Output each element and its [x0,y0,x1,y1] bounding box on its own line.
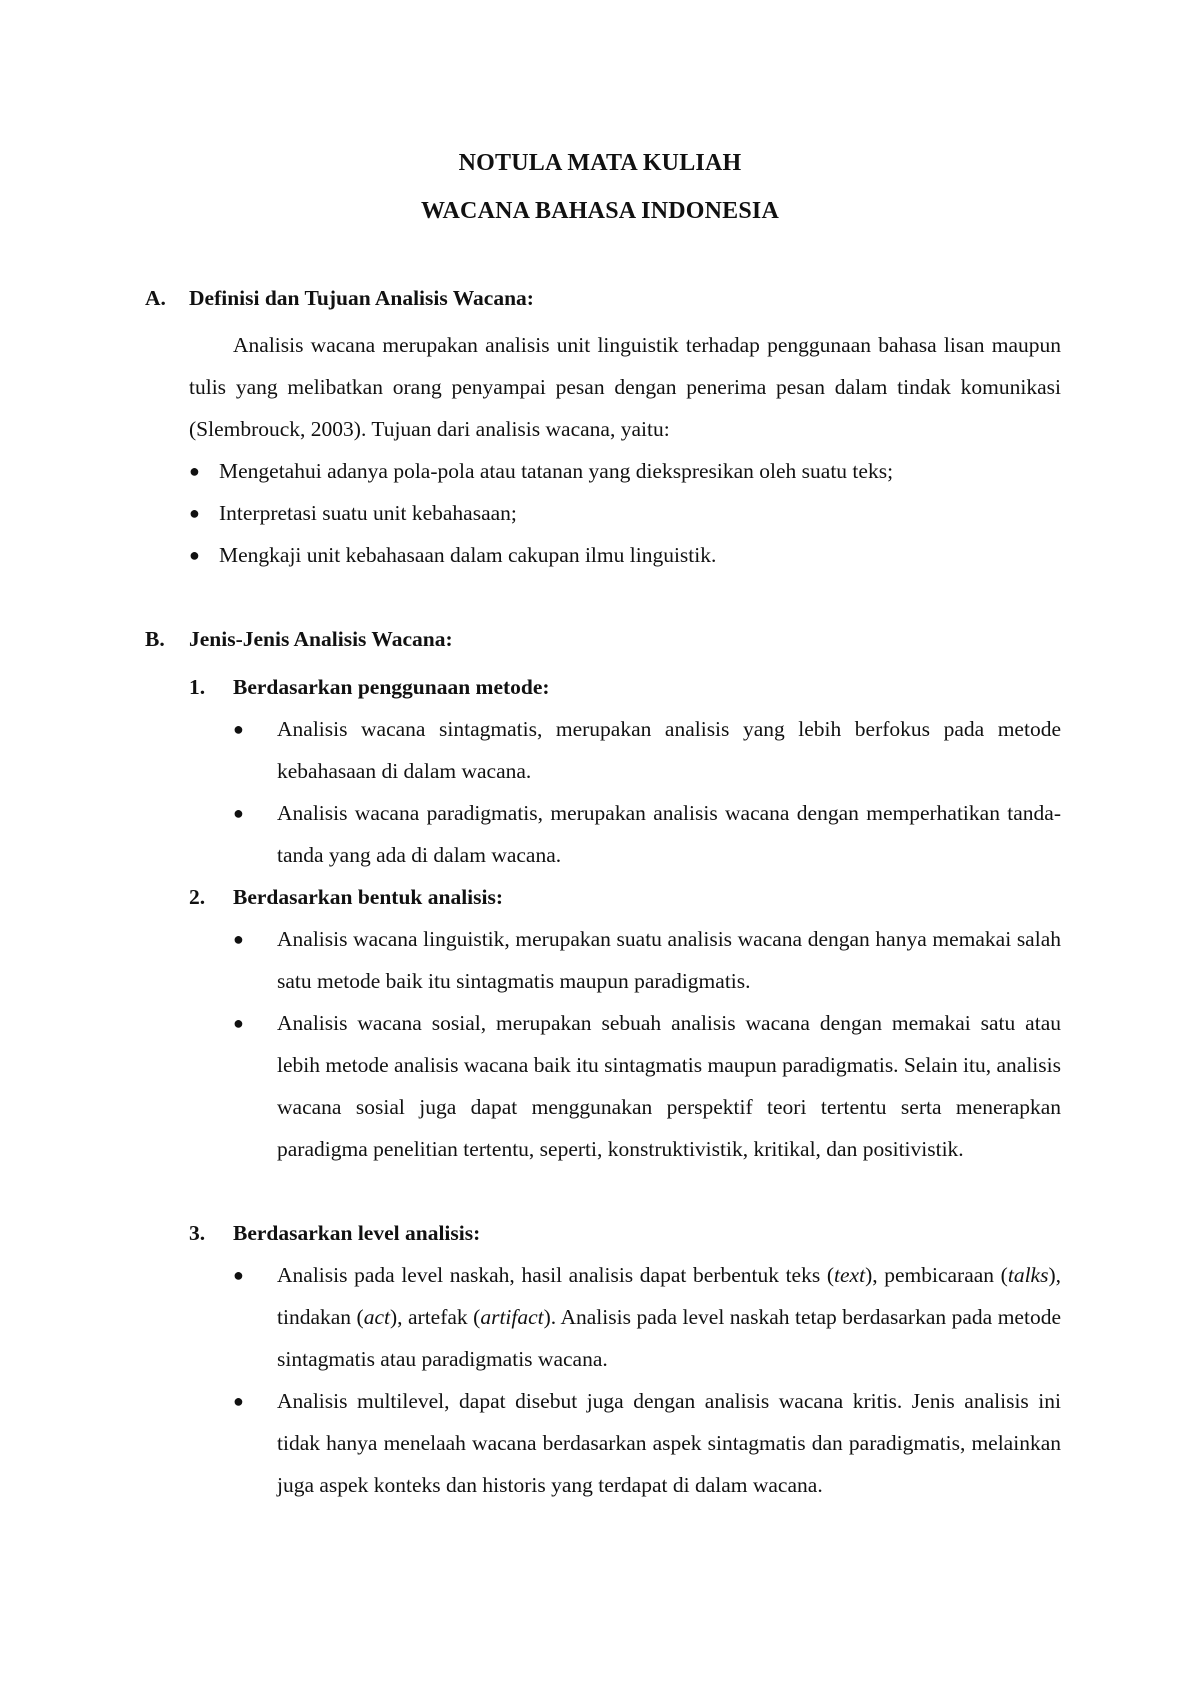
list-item-text: Analisis wacana linguistik, merupakan suatu analisis wacana dengan hanya memakai salah satu metode baik itu sintagmatis maupun paradigmatis. [277,927,1061,993]
italic-term: act [363,1305,390,1329]
list-item [233,918,1061,1002]
document-title-line1: NOTULA MATA KULIAH [458,150,742,176]
list-item [233,1380,1061,1506]
bullet-icon: ● [189,503,200,523]
subsection-1-heading [189,666,550,708]
list-item-text: Interpretasi suatu unit kebahasaan; [219,501,517,525]
subsection-title: Berdasarkan penggunaan metode: [233,675,550,699]
section-a-letter: A. [145,286,166,310]
bullet-icon: ● [233,1013,244,1033]
list-item [233,1254,1061,1380]
section-b-letter: B. [145,627,165,651]
italic-term: artifact [480,1305,544,1329]
text-segment: ), artefak ( [389,1305,481,1329]
list-item-text: Analisis wacana sosial, merupakan sebuah analisis wacana dengan memakai satu atau lebih metode analisis wacana baik itu sintagmatis maupun paradigmatis. Selain itu, analisis wacana sosial juga dapat menggunakan perspektif teori tertentu serta menerapkan paradigma penelitian tertentu, seperti, konstruktivistik, kritikal, dan positivistik. [277,1011,1061,1161]
list-item [233,792,1061,876]
list-item-text: Mengkaji unit kebahasaan dalam cakupan ilmu linguistik. [219,543,717,567]
italic-term: text [834,1263,866,1287]
bullet-icon: ● [233,929,244,949]
subsection-number: 3. [189,1221,206,1245]
list-item-text: Analisis wacana sintagmatis, merupakan analisis yang lebih berfokus pada metode kebahasaan di dalam wacana. [277,717,1061,783]
bullet-icon: ● [189,545,200,565]
subsection-title: Berdasarkan bentuk analisis: [233,885,504,909]
list-item [233,708,1061,792]
bullet-icon: ● [233,1391,244,1411]
section-b-heading [145,627,453,652]
bullet-icon: ● [233,803,244,823]
bullet-icon: ● [233,719,244,739]
list-item-text: Mengetahui adanya pola-pola atau tatanan yang diekspresikan oleh suatu teks; [219,459,894,483]
list-item-text: Analisis wacana paradigmatis, merupakan analisis wacana dengan memperhatikan tanda-tanda yang ada di dalam wacana. [277,801,1061,867]
text-segment: ), pembicaraan ( [865,1263,1008,1287]
subsection-title: Berdasarkan level analisis: [233,1221,481,1245]
subsection-number: 2. [189,885,206,909]
section-a-paragraph: Analisis wacana merupakan analisis unit linguistik terhadap penggunaan bahasa lisan maupun tulis yang melibatkan orang penyampai pesan dengan penerima pesan dalam tindak komunikasi (Slembrouck, 2003). Tujuan dari analisis wacana, yaitu: [189,333,1061,441]
list-item [233,1002,1061,1170]
subsection-2-heading [189,876,503,918]
list-item-text [277,1254,1061,1380]
italic-term: talks [1007,1263,1049,1287]
bullet-icon: ● [189,461,200,481]
list-item-text: Analisis multilevel, dapat disebut juga dengan analisis wacana kritis. Jenis analisis ini tidak hanya menelaah wacana berdasarkan aspek sintagmatis dan paradigmatis, melainkan juga aspek konteks dan historis yang terdapat di dalam wacana. [277,1389,1061,1497]
subsection-number: 1. [189,675,206,699]
text-segment: Analisis pada level naskah, hasil analisis dapat berbentuk teks ( [277,1263,835,1287]
section-a-heading [145,286,534,311]
document-title-line2: WACANA BAHASA INDONESIA [420,198,779,224]
text-segment: ). Analisis pada level naskah tetap berdasarkan pada metode sintagmatis atau paradigmatis wacana. [277,1305,1061,1371]
section-a-title: Definisi dan Tujuan Analisis Wacana: [189,286,534,310]
section-b-title: Jenis-Jenis Analisis Wacana: [189,627,453,651]
bullet-icon: ● [233,1265,244,1285]
text-segment: ), tindakan ( [277,1263,1061,1329]
subsection-3-heading [189,1212,480,1254]
